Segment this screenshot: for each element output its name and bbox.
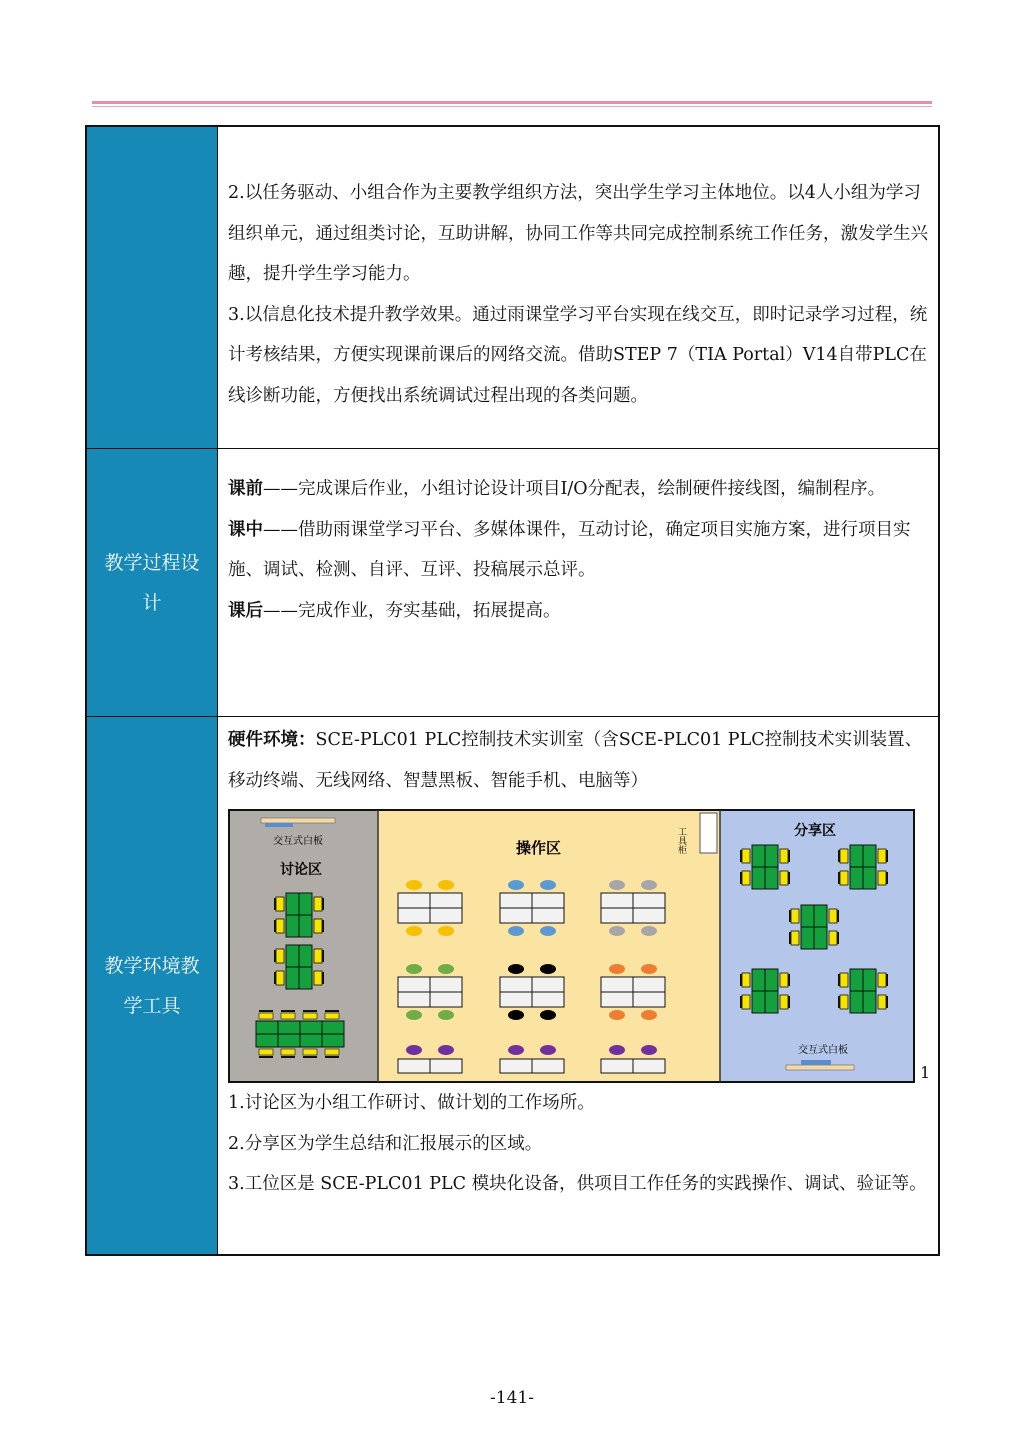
chair xyxy=(742,871,750,885)
chair xyxy=(878,995,886,1009)
process-text: ——借助雨课堂学习平台、多媒体课件，互动讨论，确定项目实施方案，进行项目实施、调试、检测、自评、互评、投稿展示总评。 xyxy=(228,519,911,580)
chair-back xyxy=(322,898,324,910)
chair-back xyxy=(788,872,790,884)
stool xyxy=(540,1010,556,1020)
chair-back xyxy=(789,932,791,944)
stool xyxy=(540,880,556,890)
process-head: 课后 xyxy=(228,600,263,621)
chair xyxy=(276,897,284,911)
chair-back xyxy=(837,910,839,922)
chair xyxy=(259,1049,273,1055)
row-content xyxy=(218,449,938,716)
stool xyxy=(406,1010,422,1020)
chair-back xyxy=(259,1010,273,1012)
chair xyxy=(878,849,886,863)
whiteboard-2-label: 交互式白板 xyxy=(798,1045,848,1056)
stool xyxy=(438,880,454,890)
process-item-before xyxy=(228,469,930,510)
row-content xyxy=(218,717,938,1254)
chair-back xyxy=(281,1010,295,1012)
chair xyxy=(276,919,284,933)
row-label: 教学过程设计 xyxy=(87,449,218,716)
stool xyxy=(540,964,556,974)
whiteboard-1-screen xyxy=(265,823,293,827)
chair-back xyxy=(788,996,790,1008)
row-label: 教学环境教学工具 xyxy=(87,717,218,1254)
chair-back xyxy=(303,1010,317,1012)
process-head: 课中 xyxy=(228,519,263,540)
chair-back xyxy=(788,974,790,986)
chair-back xyxy=(838,872,840,884)
tool-cabinet-label: 工具柜 xyxy=(676,827,686,854)
chair xyxy=(259,1013,273,1019)
process-head: 课前 xyxy=(228,479,263,499)
stool xyxy=(508,880,524,890)
whiteboard-2-screen xyxy=(801,1060,831,1065)
process-item-after xyxy=(228,591,930,632)
stool xyxy=(508,926,524,936)
table-row xyxy=(87,448,938,716)
chair-back xyxy=(322,950,324,962)
chair-back xyxy=(886,974,888,986)
stool xyxy=(438,1045,454,1055)
process-text: ——完成课后作业，小组讨论设计项目I/O分配表，绘制硬件接线图，编制程序。 xyxy=(263,479,886,499)
chair xyxy=(878,973,886,987)
chair-back xyxy=(838,996,840,1008)
stool xyxy=(438,1010,454,1020)
stool xyxy=(508,1010,524,1020)
tool-cabinet xyxy=(700,813,717,853)
lesson-plan-table xyxy=(85,125,940,1256)
process-text: ——完成作业，夯实基础，拓展提高。 xyxy=(263,600,561,621)
row-content xyxy=(218,127,938,448)
header-rule-thin xyxy=(92,106,932,107)
chair xyxy=(303,1013,317,1019)
zone-label-discussion: 讨论区 xyxy=(280,862,322,878)
chair-back xyxy=(740,974,742,986)
chair xyxy=(780,871,788,885)
chair-back xyxy=(325,1056,339,1058)
chair-back xyxy=(886,996,888,1008)
chair xyxy=(314,919,322,933)
row-label xyxy=(87,127,218,448)
chair xyxy=(281,1013,295,1019)
chair-back xyxy=(837,932,839,944)
stool xyxy=(609,964,625,974)
chair xyxy=(325,1049,339,1055)
chair-back xyxy=(838,850,840,862)
chair xyxy=(325,1013,339,1019)
chair-back xyxy=(274,950,276,962)
stool xyxy=(438,926,454,936)
zone-label-operation: 操作区 xyxy=(516,839,562,857)
stool xyxy=(406,926,422,936)
chair xyxy=(840,849,848,863)
chair-back xyxy=(740,872,742,884)
stool xyxy=(641,926,657,936)
stool xyxy=(641,1010,657,1020)
chair-back xyxy=(789,910,791,922)
note-item: 2.分享区为学生总结和汇报展示的区域。 xyxy=(228,1133,543,1154)
chair xyxy=(829,931,837,945)
stool xyxy=(406,1045,422,1055)
chair xyxy=(840,871,848,885)
paragraph: 2.以任务驱动、小组合作为主要教学组织方法，突出学生学习主体地位。以4人小组为学习组织单元，通过组类讨论，互助讲解，协同工作等共同完成控制系统工作任务，激发学生兴趣，提升学生学习能力。 xyxy=(228,183,928,284)
page-number: -141- xyxy=(490,1388,534,1408)
process-item-during xyxy=(228,510,930,591)
chair xyxy=(303,1049,317,1055)
hardware-text: SCE-PLC01 PLC控制技术实训室（含SCE-PLC01 PLC控制技术实训装置、移动终端、无线网络、智慧黑板、智能手机、电脑等） xyxy=(228,730,923,791)
chair-back xyxy=(322,972,324,984)
chair-back xyxy=(274,920,276,932)
stool xyxy=(508,1045,524,1055)
chair-back xyxy=(740,850,742,862)
chair-back xyxy=(886,872,888,884)
hardware-paragraph xyxy=(228,720,930,801)
chair-back xyxy=(788,850,790,862)
chair xyxy=(780,849,788,863)
whiteboard-2 xyxy=(786,1065,854,1070)
stool xyxy=(609,1010,625,1020)
stool xyxy=(609,880,625,890)
note-item: 1.讨论区为小组工作研讨、做计划的工作场所。 xyxy=(228,1093,595,1113)
stool xyxy=(641,964,657,974)
chair xyxy=(791,931,799,945)
stool xyxy=(438,964,454,974)
chair xyxy=(314,971,322,985)
stool xyxy=(641,880,657,890)
stool xyxy=(641,1045,657,1055)
chair xyxy=(840,995,848,1009)
chair-back xyxy=(886,850,888,862)
chair xyxy=(276,949,284,963)
chair-back xyxy=(259,1056,273,1058)
stool xyxy=(508,964,524,974)
chair xyxy=(742,849,750,863)
chair-back xyxy=(838,974,840,986)
chair-back xyxy=(303,1056,317,1058)
classroom-floor-plan xyxy=(228,809,931,1082)
chair xyxy=(314,897,322,911)
chair xyxy=(791,909,799,923)
chair xyxy=(829,909,837,923)
chair xyxy=(742,995,750,1009)
chair xyxy=(742,973,750,987)
chair xyxy=(314,949,322,963)
table-row xyxy=(87,716,938,1254)
chair xyxy=(281,1049,295,1055)
hardware-head: 硬件环境： xyxy=(228,730,316,750)
header-rule xyxy=(92,101,932,104)
chair xyxy=(840,973,848,987)
table-row xyxy=(87,127,938,448)
stool xyxy=(406,880,422,890)
paragraph: 3.以信息化技术提升教学效果。通过雨课堂学习平台实现在线交互，即时记录学习过程，统计考核结果，方便实现课前课后的网络交流。借助STEP 7（TIA Portal）V14自带PLC在线诊断功能，方便找出系统调试过程出现的各类问题。 xyxy=(228,304,928,406)
stool xyxy=(609,1045,625,1055)
whiteboard-1 xyxy=(261,818,335,823)
chair xyxy=(780,995,788,1009)
chair-back xyxy=(740,996,742,1008)
chair xyxy=(878,871,886,885)
chair-back xyxy=(322,920,324,932)
figure-number: 1 xyxy=(920,1063,931,1082)
chair xyxy=(780,973,788,987)
stool xyxy=(406,964,422,974)
note-item: 3.工位区是 SCE-PLC01 PLC 模块化设备，供项目工作任务的实践操作、调试、验证等。 xyxy=(228,1174,927,1194)
chair-back xyxy=(281,1056,295,1058)
chair-back xyxy=(274,898,276,910)
chair xyxy=(276,971,284,985)
chair-back xyxy=(274,972,276,984)
zone-label-share: 分享区 xyxy=(794,823,836,839)
stool xyxy=(540,1045,556,1055)
whiteboard-1-label: 交互式白板 xyxy=(273,836,323,847)
stool xyxy=(609,926,625,936)
stool xyxy=(540,926,556,936)
floor-plan-svg xyxy=(228,809,916,1085)
chair-back xyxy=(325,1010,339,1012)
